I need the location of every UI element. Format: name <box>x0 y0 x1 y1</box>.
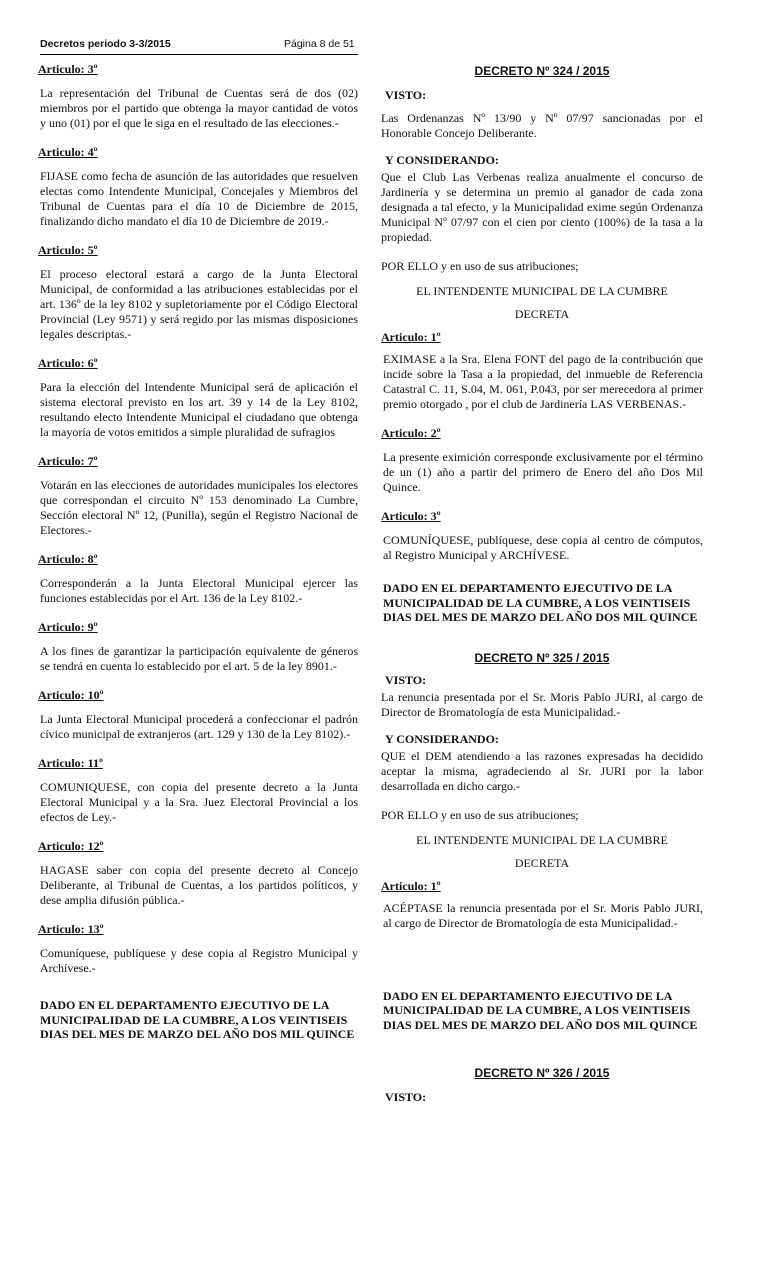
decreta-heading: DECRETA <box>514 307 570 321</box>
visto-text: Las Ordenanzas Nº 13/90 y Nº 07/97 sancionadas por el Honorable Concejo Deliberante. <box>381 111 703 140</box>
article-title: Articulo: 9º <box>38 620 98 634</box>
article-block <box>38 356 358 440</box>
article-text: El proceso electoral estará a cargo de la Junta Electoral Municipal, de conformidad a las atribuciones establecidas por el art. 136º de la ley 8102 y supletoriamente por el Código Electoral Provincial (Ley 9571) y será regido por las mismas disposiciones legales descriptas.- <box>40 267 358 341</box>
article-block <box>38 243 358 342</box>
page-header <box>40 34 358 54</box>
article-block <box>38 688 358 742</box>
article-text: COMUNIQUESE, con copia del presente decreto a la Junta Electoral Municipal y a la Sra. Juez Electoral Provincial a los efectos de Ley.- <box>40 780 358 824</box>
decree-325-title: DECRETO Nº 325 / 2015 <box>474 650 610 665</box>
article-title: Articulo: 11º <box>38 756 103 770</box>
article-title: Articulo: 4º <box>38 145 98 159</box>
article-title: Articulo: 8º <box>38 552 98 566</box>
article-title: Articulo: 7º <box>38 454 98 468</box>
article-title: Articulo: 13º <box>38 922 104 936</box>
closing-statement: DADO EN EL DEPARTAMENTO EJECUTIVO DE LA MUNICIPALIDAD DE LA CUMBRE, A LOS VEINTISEIS DIAS DEL MES DE MARZO DEL AÑO DOS MIL QUINCE <box>40 998 355 1041</box>
article-text: La presente eximición corresponde exclusivamente por el término de un (1) año a partir del primero de Enero del año Dos Mil Quince. <box>383 450 703 494</box>
article-title: Articulo: 5º <box>38 243 98 257</box>
decree-324-title: DECRETO Nº 324 / 2015 <box>474 64 610 78</box>
article-title: Articulo: 3º <box>381 509 441 523</box>
article-text: A los fines de garantizar la participación equivalente de géneros se tendrá en cuenta lo establecido por el art. 5 de la ley 8901.- <box>40 644 358 673</box>
article-block <box>38 454 358 538</box>
article-text: EXIMASE a la Sra. Elena FONT del pago de la contribución que incide sobre la Tasa a la propiedad, del inmueble de Referencia Catastral C. 11, S.04, M. 061, P.043, por ser merecedora al primer premio otorgado , por el club de Jardinería LAS VERBENAS.- <box>383 352 703 411</box>
considerando-text: Que el Club Las Verbenas realiza anualmente el concurso de Jardinería y se determina un premio al ganador de cada zona designada a tal efecto, y la Municipalidad exime según Ordenanza Municipal Nº 07/97 con el cien por ciento (100%) de la tasa a la propiedad. <box>381 170 703 244</box>
article-title: Articulo: 1º <box>381 330 441 344</box>
article-text: HAGASE saber con copia del presente decreto al Concejo Deliberante, al Tribunal de Cuentas, a los partidos políticos, y dese amplia difusión pública.- <box>40 863 358 907</box>
article-title: Articulo: 2º <box>381 426 441 440</box>
document-title: Decretos periodo 3-3/2015 <box>40 38 171 50</box>
article-block <box>38 839 358 908</box>
article-title: Articulo: 3º <box>38 62 98 76</box>
article-text: Corresponderán a la Junta Electoral Municipal ejercer las funciones establecidas por el Art. 136 de la Ley 8102.- <box>40 576 358 605</box>
article-block <box>38 62 358 131</box>
closing-statement: DADO EN EL DEPARTAMENTO EJECUTIVO DE LA MUNICIPALIDAD DE LA CUMBRE, A LOS VEINTISEIS DIAS DEL MES DE MARZO DEL AÑO DOS MIL QUINCE <box>383 581 698 624</box>
article-block <box>38 552 358 606</box>
article-text: La representación del Tribunal de Cuentas será de dos (02) miembros por el partido que obtenga la mayor cantidad de votos y uno (01) por el que le siga en el resultado de las elecciones.- <box>40 86 358 130</box>
article-text: La Junta Electoral Municipal procederá a confeccionar el padrón cívico municipal de extranjeros (art. 129 y 130 de la Ley 8102).- <box>40 712 358 741</box>
intendente-heading: EL INTENDENTE MUNICIPAL DE LA CUMBRE <box>416 832 668 847</box>
left-column <box>38 62 358 1042</box>
visto-label: VISTO: <box>385 672 427 687</box>
decree-326-title: DECRETO Nº 326 / 2015 <box>474 1066 610 1080</box>
page-number: Página 8 de 51 <box>284 38 355 50</box>
decreta-heading: DECRETA <box>514 855 570 870</box>
article-text: ACÉPTASE la renuncia presentada por el Sr. Moris Pablo JURI, al cargo de Director de Bromatología de esta Municipalidad.- <box>383 900 703 930</box>
visto-label: VISTO: <box>385 1090 427 1104</box>
intendente-heading: EL INTENDENTE MUNICIPAL DE LA CUMBRE <box>416 284 668 298</box>
closing-statement: DADO EN EL DEPARTAMENTO EJECUTIVO DE LA MUNICIPALIDAD DE LA CUMBRE, A LOS VEINTISEIS DIAS DEL MES DE MARZO DEL AÑO DOS MIL QUINCE <box>383 988 698 1032</box>
article-title: Articulo: 1º <box>381 878 441 893</box>
header-divider <box>40 54 358 55</box>
article-text: COMUNÍQUESE, publíquese, dese copia al centro de cómputos, al Registro Municipal y ARCHÍVESE. <box>383 533 703 562</box>
por-ello-text: POR ELLO y en uso de sus atribuciones; <box>381 807 579 822</box>
article-block <box>38 145 358 229</box>
visto-text: La renuncia presentada por el Sr. Moris Pablo JURI, al cargo de Director de Bromatología de esta Municipalidad.- <box>381 689 703 719</box>
article-title: Articulo: 10º <box>38 688 104 702</box>
article-text: Para la elección del Intendente Municipal será de aplicación el sistema electoral previsto en los art. 39 y 14 de la Ley 8102, resultando electo Intendente Municipal el ciudadano que obtenga la mayoría de votos emitidos a simple pluralidad de sufragios <box>40 380 358 439</box>
visto-label: VISTO: <box>385 88 427 102</box>
article-title: Articulo: 12º <box>38 839 104 853</box>
considerando-label: Y CONSIDERANDO: <box>385 153 499 167</box>
article-block <box>38 922 358 976</box>
article-block <box>38 620 358 674</box>
considerando-text: QUE el DEM atendiendo a las razones expresadas ha decidido aceptar la misma, agradeciendo al Sr. JURI por la labor desarrollada en dicho cargo.- <box>381 748 703 793</box>
article-text: Votarán en las elecciones de autoridades municipales los electores que correspondan el circuito Nº 153 denominado La Cumbre, Sección electoral Nº 12, (Punilla), según el Registro Nacional de Electores.- <box>40 478 358 537</box>
por-ello-text: POR ELLO y en uso de sus atribuciones; <box>381 259 579 273</box>
considerando-label: Y CONSIDERANDO: <box>385 731 499 746</box>
article-block <box>38 756 358 825</box>
right-column <box>381 62 703 1105</box>
article-text: Comuníquese, publíquese y dese copia al Registro Municipal y Archívese.- <box>40 946 358 975</box>
article-text: FIJASE como fecha de asunción de las autoridades que resuelven electas como Intendente Municipal, Concejales y Miembros del Tribunal de Cuentas para el día 10 de Diciembre de 2015, finalizando dicho mandato el día 10 de Diciembre de 2019.- <box>40 169 358 228</box>
article-title: Articulo: 6º <box>38 356 98 370</box>
